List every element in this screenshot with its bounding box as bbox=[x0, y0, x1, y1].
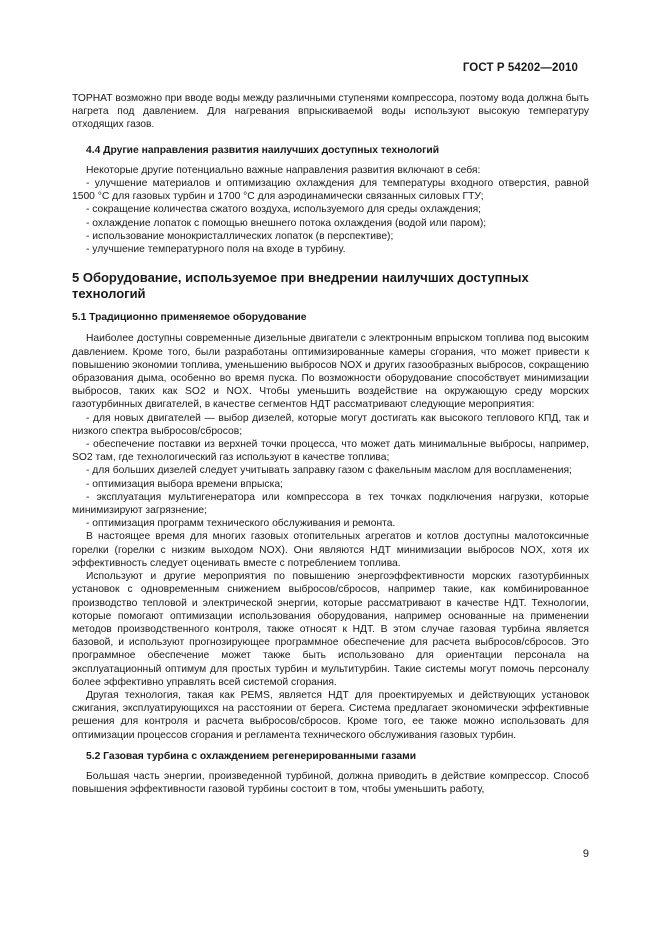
paragraph: Большая часть энергии, произведенной турбиной, должна приводить в действие компрессор. Способ повышения эффективности газовой турбины состоит в том, чтобы уменьшить работу, bbox=[72, 770, 589, 796]
list-item: - оптимизация программ технического обслуживания и ремонта. bbox=[86, 518, 396, 530]
standard-header: ГОСТ Р 54202—2010 bbox=[462, 62, 578, 74]
paragraph: Другая технология, такая как PEMS, является НДТ для проектируемых и действующих установок сжигания, эксплуатирующихся на расстоянии от берега. Система предлагает экономически эффективные решения для контроля и расчета выбросов/сбросов. Кроме того, ее также можно использовать для оптимизации процессов сгорания и регламента технического обслуживания газовых турбин. bbox=[72, 689, 589, 741]
list-item: - охлаждение лопаток с помощью внешнего потока охлаждения (водой или паром); bbox=[86, 217, 487, 229]
page-number: 9 bbox=[582, 848, 589, 860]
section-heading-4-4: 4.4 Другие направления развития наилучших доступных технологий bbox=[86, 144, 440, 156]
paragraph: ТОРНАТ возможно при вводе воды между различными ступенями компрессора, поэтому вода должна быть нагрета под давлением. Для нагревания впрыскиваемой воды используют высокую температуру отходящих газов. bbox=[72, 93, 589, 131]
list-item: - улучшение материалов и оптимизацию охлаждения для температуры входного отверстия, равной 1500 °С для газовых турбин и 1700 °С для аэродинамически связанных силовых ГТУ; bbox=[72, 178, 589, 203]
list-item: - для больших дизелей следует учитывать заправку газом с факельным маслом для воспламенения; bbox=[86, 465, 572, 477]
document-body bbox=[72, 92, 589, 796]
paragraph: Наиболее доступны современные дизельные двигатели с электронным впрыском топлива под высоким давлением. Кроме того, были разработаны оптимизированные камеры сгорания, что может привести к повышению экономии топлива, уменьшению выбросов NOX и других газообразных выбросов, сокращению образования дыма, особенно во время пуска. По возможности оборудование способствует минимизации выбросов, таких как SO2 и NOX. Чтобы уменьшить воздействие на окружающую среду морских газотурбинных двигателей, в качестве сегментов НДТ рассматривают следующие мероприятия: bbox=[72, 333, 589, 411]
list-item: - использование монокристаллических лопаток (в перспективе); bbox=[86, 230, 394, 242]
list-item: - сокращение количества сжатого воздуха, используемого для среды охлаждения; bbox=[86, 204, 482, 216]
list-item: - оптимизация выбора времени впрыска; bbox=[86, 478, 283, 490]
list-item: - эксплуатация мультигенератора или компрессора в тех точках подключения нагрузки, которые минимизируют загрязнение; bbox=[72, 491, 589, 517]
paragraph: Используют и другие мероприятия по повышению энергоэффективности морских газотурбинных установок с одновременным снижением выбросов/сбросов, например такие, как комбинированное производство тепловой и электрической энергии, которые рассматривают в качестве НДТ. Технологии, которые помогают оптимизации использования оборудования, например основанные на применении методов производственного контроля, также относят к НДТ. В этом случае газовая турбина является базовой, и используют прогнозирующее программное обеспечение для расчета выбросов/сбросов. Это программное обеспечение может также быть использовано для ориентации персонала на эксплуатационный оптимум для простых турбин и мультитурбин. Такие системы могут помочь персоналу более эффективно управлять всей системой сгорания. bbox=[72, 571, 589, 688]
paragraph: В настоящее время для многих газовых отопительных агрегатов и котлов доступны малотоксичные горелки (горелки с низким выходом NOX). Они являются НДТ минимизации выбросов NOX, хотя их эффективность следует оценивать вместе с потреблением топлива. bbox=[72, 531, 589, 569]
list-item: - обеспечение поставки из верхней точки процесса, что может дать минимальные выбросы, например, SO2 там, где технологический газ используют в качестве топлива; bbox=[72, 439, 589, 464]
paragraph: Некоторые другие потенциально важные направления развития включают в себя: bbox=[86, 164, 481, 176]
section-heading-5-2: 5.2 Газовая турбина с охлаждением регенерированными газами bbox=[86, 750, 417, 762]
list-item: - для новых двигателей — выбор дизелей, которые могут достигать как высокого теплового КПД, так и низкого спектра выбросов/сбросов; bbox=[72, 412, 589, 437]
section-heading-5-1: 5.1 Традиционно применяемое оборудование bbox=[72, 312, 307, 324]
list-item: - улучшение температурного поля на входе в турбину. bbox=[86, 244, 346, 256]
section-heading-5: 5 Оборудование, используемое при внедрении наилучших доступных технологий bbox=[72, 270, 529, 302]
